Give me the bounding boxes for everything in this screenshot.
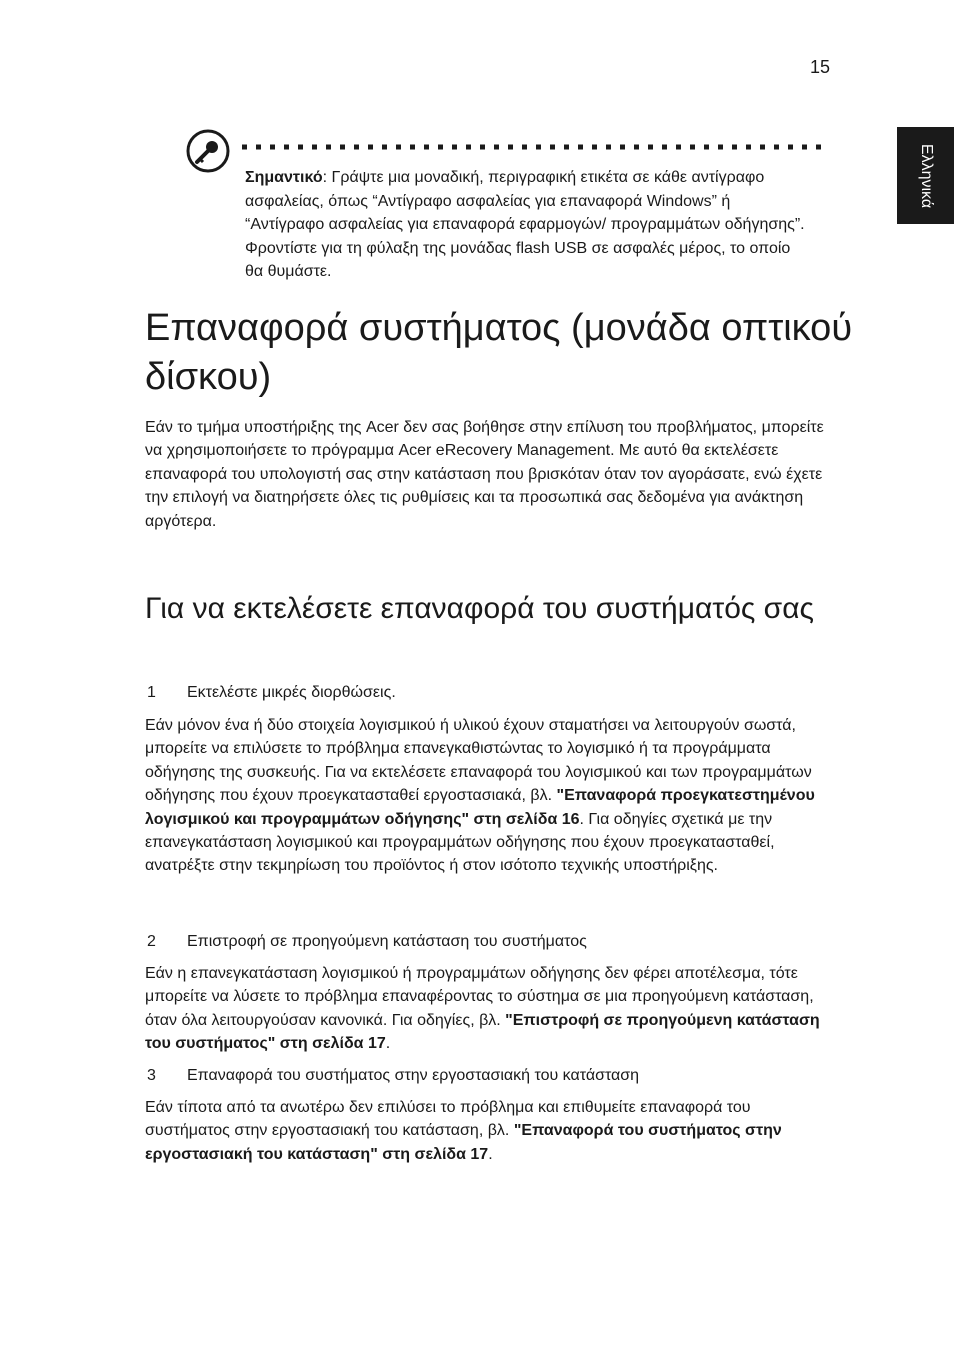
step-1-reference: "Επαναφορά προεγκατεστημένου λογισμικού και προγραμμάτων οδήγησης" στη σελίδα 16 xyxy=(145,787,815,828)
section-heading: Επαναφορά συστήματος (μονάδα οπτικού δίσκου) xyxy=(145,307,853,398)
step-title: Εκτελέστε μικρές διορθώσεις. xyxy=(187,684,396,701)
subsection-heading: Για να εκτελέσετε επαναφορά του συστήματός σας xyxy=(145,592,814,625)
step-title: Επιστροφή σε προηγούμενη κατάσταση του συστήματος xyxy=(187,933,587,950)
note-text: : Γράψτε μια μοναδική, περιγραφική ετικέτα σε κάθε αντίγραφο ασφαλείας, όπως “Αντίγραφο ασφαλείας για επαναφορά Windows” ή “Αντίγραφο ασφαλείας για επαναφορά εφαρμογών/ προγραμμάτων οδήγησης”. Φροντίστε για τη φύλαξη της μονάδας flash USB σε ασφαλές μέρος, το οποίο θα θυμάστε. xyxy=(245,169,805,280)
step-number: 3 xyxy=(147,1067,156,1084)
step-2-text: Εάν η επανεγκατάσταση λογισμικού ή προγραμμάτων οδήγησης δεν φέρει αποτέλεσμα, τότε μπορείτε να λύσετε το πρόβλημα επαναφέροντας το σύστημα σε μια προηγούμενη κατάσταση, όταν όλα λειτουργούσαν κανονικά. Για οδηγίες, βλ. xyxy=(145,965,814,1029)
step-number: 1 xyxy=(147,684,156,701)
step-1-text-end: . Για οδηγίες σχετικά με την επανεγκατάσταση λογισμικού και προγραμμάτων οδήγησης που έχουν προεγκατασταθεί, ανατρέξτε στην τεκμηρίωση του προϊόντος ή στον ισότοπο τεχνικής υποστήριξης. xyxy=(145,810,775,875)
key-icon xyxy=(184,127,232,175)
step-1-text: Εάν μόνον ένα ή δύο στοιχεία λογισμικού ή υλικού έχουν σταματήσει να λειτουργούν σωστά, μπορείτε να επιλύσετε το πρόβλημα επανεγκαθιστώντας το λογισμικό ή τα προγράμματα οδήγησης της συσκευής. Για να εκτελέσετε επαναφορά του λογισμικού και των προγραμμάτων οδήγησης που έχουν προεγκατασταθεί εργοστασιακά, βλ. xyxy=(145,717,812,805)
page-number: 15 xyxy=(809,57,830,77)
step-3-text-end: . xyxy=(488,1145,493,1163)
step-1-description xyxy=(145,714,835,878)
note-dotted-separator xyxy=(240,143,830,151)
intro-paragraph: Εάν το τμήμα υποστήριξης της Acer δεν σας βοήθησε στην επίλυση του προβλήματος, μπορείτε να χρησιμοποιήσετε το πρόγραμμα Acer eRecovery Management. Με αυτό θα εκτελέσετε επαναφορά του υπολογιστή σας στην κατάσταση που βρισκόταν όταν τον αγοράσατε, ενώ έχετε την επιλογή να διατηρήσετε όλες τις ρυθμίσεις και τα προσωπικά σας δεδομένα για ανάκτηση αργότερα. xyxy=(145,419,824,530)
note-label: Σημαντικό xyxy=(245,169,323,186)
step-2-description xyxy=(145,962,835,1056)
language-tab-label: Ελληνικά xyxy=(917,143,935,208)
step-2-reference: "Επιστροφή σε προηγούμενη κατάσταση του συστήματος" στη σελίδα 17 xyxy=(145,1011,820,1053)
step-2-text-end: . xyxy=(385,1035,391,1053)
important-note xyxy=(245,166,810,284)
step-3-text: Εάν τίποτα από τα ανωτέρω δεν επιλύσει το πρόβλημα και επιθυμείτε επαναφορά του συστήματος στην εργοστασιακή του κατάσταση, βλ. xyxy=(145,1099,751,1140)
step-3-description xyxy=(145,1096,835,1166)
step-title: Επαναφορά του συστήματος στην εργοστασιακή του κατάσταση xyxy=(187,1067,640,1084)
language-tab xyxy=(897,127,954,224)
step-3-reference: "Επαναφορά του συστήματος στην εργοστασιακή του κατάσταση" στη σελίδα 17 xyxy=(145,1122,782,1163)
step-number: 2 xyxy=(147,933,156,950)
